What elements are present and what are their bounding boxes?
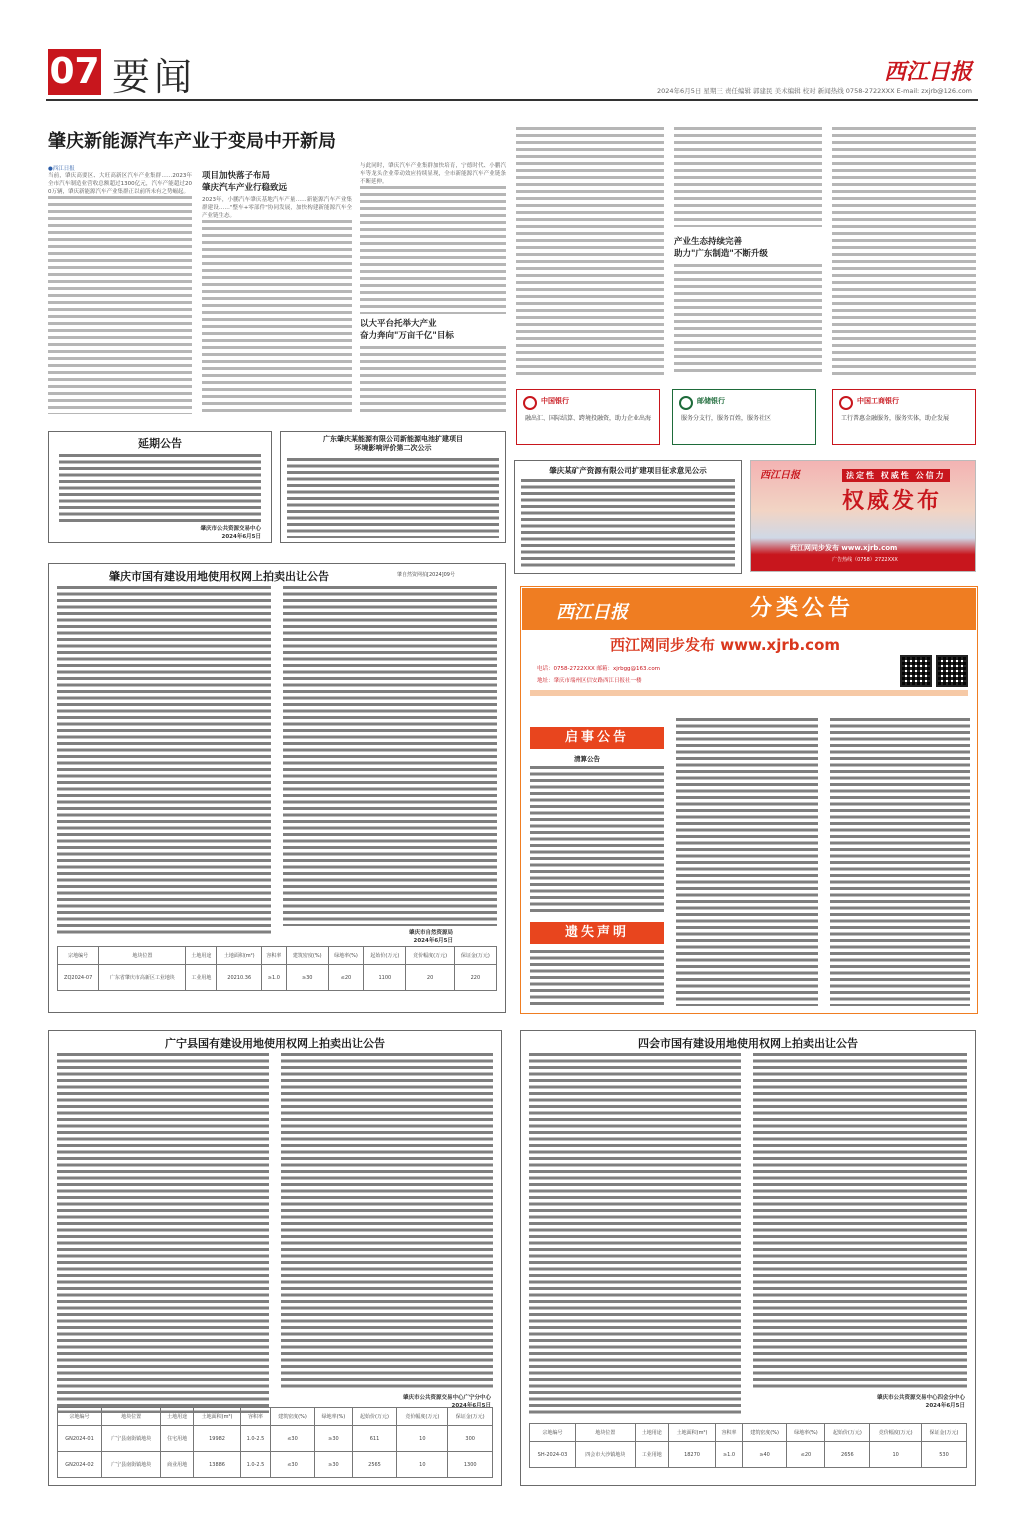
- table-cell: ≥1.0: [716, 1442, 743, 1468]
- table-cell: 广东省肇庆市高新区工业地块: [99, 965, 186, 991]
- table-header: 宗地编号: [58, 947, 99, 965]
- table-cell: 611: [352, 1426, 397, 1452]
- bank-logo-icon: [839, 396, 853, 410]
- notice-body: [283, 586, 497, 926]
- classified-address: 地址：肇庆市端州区信安路西江日报社一楼: [537, 678, 642, 684]
- mining-notice: [514, 460, 742, 574]
- notice-body: [521, 479, 735, 569]
- table-cell: 530: [921, 1442, 966, 1468]
- table-cell: GN2024-01: [58, 1426, 102, 1452]
- notice-title: 四会市国有建设用地使用权网上拍卖出让公告: [638, 1037, 858, 1050]
- notice-title: 肇庆某矿产资源有限公司扩建项目征求意见公示: [549, 466, 707, 475]
- bank-ad-text: 工行普惠金融服务，服务实体，助企发展: [841, 415, 950, 422]
- table-cell: ≥30: [315, 1426, 353, 1452]
- table-row: [530, 1442, 967, 1468]
- table-cell: 1100: [364, 965, 406, 991]
- table-cell: 商业用地: [161, 1452, 194, 1478]
- subhead-line: 奋力奔向"万亩千亿"目标: [360, 331, 454, 341]
- table-cell: 工业用地: [186, 965, 217, 991]
- category-tag-lost: 遗失声明: [530, 922, 664, 944]
- table-header: 起始价(万元): [364, 947, 406, 965]
- table-header: 宗地编号: [58, 1408, 102, 1426]
- table-row: [58, 1452, 493, 1478]
- table-header-row: [530, 1424, 967, 1442]
- table-cell: 1.0-2.5: [241, 1452, 271, 1478]
- table-cell: 20210.36: [217, 965, 261, 991]
- table-header: 土地面积(m²): [217, 947, 261, 965]
- table-cell: 1300: [448, 1452, 493, 1478]
- table-cell: 10: [397, 1426, 448, 1452]
- auth-contact: 广告热线（0758）2722XXX: [832, 557, 898, 563]
- article-text-column: [832, 127, 976, 375]
- table-cell: 广宁县南街镇地块: [102, 1426, 161, 1452]
- notice-body: [57, 1053, 269, 1413]
- table-header-row: [58, 1408, 493, 1426]
- land-table: [57, 1407, 493, 1478]
- table-header: 保证金(万元): [448, 1408, 493, 1426]
- bank-ad-text: 服务分支行，服务百姓，服务社区: [681, 415, 772, 422]
- classified-column: [530, 766, 664, 914]
- article-text-column: [360, 346, 506, 414]
- classified-contact: 电话：0758-2722XXX 邮箱：xjrbgg@163.com: [537, 666, 661, 672]
- classified-website[interactable]: 西江网同步发布 www.xjrb.com: [610, 636, 841, 654]
- table-header: 土地面积(m²): [194, 1408, 241, 1426]
- newspaper-brand: 西江日报: [883, 59, 972, 85]
- article-paragraph: 与此同时，肇庆汽车产业集群加快培育，宁德时代、小鹏汽车等龙头企业带动效应持续显现，全市新能源汽车产业链条不断延伸。: [360, 163, 506, 185]
- table-cell: 19982: [194, 1426, 241, 1452]
- notice-body: [57, 586, 271, 936]
- table-cell: ≤30: [270, 1426, 314, 1452]
- table-header: 竞价幅度(万元): [397, 1408, 448, 1426]
- table-header: 竞价幅度(万元): [870, 1424, 922, 1442]
- table-header: 土地用途: [635, 1424, 668, 1442]
- table-cell: 10: [397, 1452, 448, 1478]
- table-cell: 13886: [194, 1452, 241, 1478]
- page-meta: 2024年6月5日 星期三 责任编辑 郭建民 美术编辑 校对 新闻热线 0758-2722XXX E-mail: zxjrb@126.com: [657, 87, 972, 95]
- notice-body: [59, 454, 261, 522]
- table-cell: GN2024-02: [58, 1452, 102, 1478]
- article-text-column: [674, 264, 822, 375]
- table-cell: ≥30: [286, 965, 328, 991]
- classified-column: [830, 718, 970, 1006]
- table-header-row: [58, 947, 497, 965]
- article-text-column: [48, 196, 192, 414]
- notice-title: 肇庆市国有建设用地使用权网上拍卖出让公告: [109, 570, 329, 583]
- article-subhead: [360, 318, 506, 342]
- classified-title: 分类公告: [750, 596, 855, 621]
- bank-ad-icbc[interactable]: [832, 389, 976, 445]
- qr-code-icon: [900, 655, 932, 687]
- qr-code-icon: [936, 655, 968, 687]
- auth-title: 权威发布: [842, 488, 943, 514]
- table-header: 保证金(万元): [454, 947, 496, 965]
- notice-body: [529, 1053, 741, 1417]
- table-header: 绿地率(%): [787, 1424, 825, 1442]
- table-header: 地块位置: [102, 1408, 161, 1426]
- table-cell: 1.0-2.5: [241, 1426, 271, 1452]
- table-header: 土地用途: [186, 947, 217, 965]
- land-table: [57, 946, 497, 991]
- classified-column: [676, 718, 818, 1006]
- notice-body: [753, 1053, 967, 1391]
- bank-name: 中国工商银行: [857, 397, 899, 405]
- bank-ad-boc[interactable]: [516, 389, 660, 445]
- article-subhead: [202, 170, 352, 194]
- table-cell: 220: [454, 965, 496, 991]
- bank-logo-icon: [679, 396, 693, 410]
- table-cell: ≤20: [787, 1442, 825, 1468]
- section-title: 要闻: [112, 55, 197, 99]
- subhead-line: 助力"广东制造"不断升级: [674, 249, 768, 259]
- table-cell: ≤20: [328, 965, 364, 991]
- notice-signature: 肇庆市自然资源局 2024年6月5日: [408, 930, 453, 944]
- bank-logo-icon: [523, 396, 537, 410]
- classified-brand: 西江日报: [556, 602, 628, 623]
- notice-code: 肇自然资网拍[2024]09号: [397, 572, 455, 578]
- table-cell: 10: [870, 1442, 922, 1468]
- zhaoqing-land-notice: [48, 563, 506, 1013]
- table-cell: 工业用地: [635, 1442, 668, 1468]
- table-header: 建筑密度(%): [270, 1408, 314, 1426]
- table-cell: ≥40: [742, 1442, 787, 1468]
- postpone-notice: [48, 431, 272, 543]
- notice-signature: 肇庆市公共资源交易中心四会分中心 2024年6月5日: [876, 1395, 965, 1409]
- table-cell: 2656: [825, 1442, 870, 1468]
- article-paragraph: 当前，肇庆高要区、大旺高新区汽车产业集群……2023年全市汽车制造业营收总额超过1300亿元，汽车产能超过200万辆，肇庆新能源汽车产业集群正以前所未有之势崛起。: [48, 173, 192, 195]
- header-rule: [46, 99, 978, 101]
- classified-column: [530, 950, 664, 1006]
- sihui-land-notice: [520, 1030, 976, 1486]
- table-cell: SH-2024-03: [530, 1442, 576, 1468]
- auth-tagline: 法定性 权威性 公信力: [842, 469, 950, 482]
- table-row: [58, 1426, 493, 1452]
- notice-body: [281, 1053, 493, 1391]
- subhead-line: 以大平台托举大产业: [360, 319, 437, 329]
- category-tag-notices: 启事公告: [530, 727, 664, 749]
- table-row: [58, 965, 497, 991]
- bank-name: 邮储银行: [697, 397, 725, 405]
- table-cell: 四会市大沙镇地块: [575, 1442, 635, 1468]
- notice-title: 广宁县国有建设用地使用权网上拍卖出让公告: [165, 1037, 385, 1050]
- subhead-line: 产业生态持续完善: [674, 237, 743, 247]
- notice-title: 延期公告: [138, 437, 182, 450]
- table-header: 宗地编号: [530, 1424, 576, 1442]
- guangning-land-notice: [48, 1030, 502, 1486]
- bank-ad-psbc[interactable]: [672, 389, 816, 445]
- table-cell: ZQ2024-07: [58, 965, 99, 991]
- article-headline: 肇庆新能源汽车产业于变局中开新局: [48, 131, 336, 152]
- notice-heading: 清算公告: [574, 755, 600, 763]
- article-text-column: [516, 127, 664, 375]
- table-header: 容积率: [241, 1408, 271, 1426]
- table-header: 容积率: [716, 1424, 743, 1442]
- table-header: 保证金(万元): [921, 1424, 966, 1442]
- table-header: 绿地率(%): [328, 947, 364, 965]
- auth-brand: 西江日报: [760, 470, 800, 481]
- table-header: 绿地率(%): [315, 1408, 353, 1426]
- bank-name: 中国银行: [541, 397, 569, 405]
- bank-ad-text: 融出汇、国际结算、跨境投融资，助力企业出海: [525, 415, 652, 422]
- table-header: 地块位置: [99, 947, 186, 965]
- table-cell: 住宅用地: [161, 1426, 194, 1452]
- table-header: 起始价(万元): [825, 1424, 870, 1442]
- article-text-column: [360, 186, 506, 314]
- auth-website[interactable]: 西江网同步发布 www.xjrb.com: [790, 544, 898, 552]
- notice-body: [287, 458, 499, 538]
- article-byline: ●西江日报: [48, 166, 75, 172]
- land-table: [529, 1423, 967, 1468]
- table-header: 土地用途: [161, 1408, 194, 1426]
- table-header: 建筑密度(%): [286, 947, 328, 965]
- article-subhead: [674, 236, 822, 260]
- table-header: 起始价(万元): [352, 1408, 397, 1426]
- subhead-line: 肇庆汽车产业行稳致远: [202, 183, 288, 193]
- table-header: 土地面积(m²): [668, 1424, 715, 1442]
- classified-divider: [530, 690, 968, 696]
- table-header: 容积率: [261, 947, 286, 965]
- table-cell: ≥1.0: [261, 965, 286, 991]
- notice-signature: 肇庆市公共资源交易中心广宁分中心 2024年6月5日: [402, 1395, 491, 1409]
- table-cell: ≥30: [315, 1452, 353, 1478]
- table-cell: 2565: [352, 1452, 397, 1478]
- table-cell: 广宁县南街镇地块: [102, 1452, 161, 1478]
- notice-title: 广东肇庆某能源有限公司新能源电池扩建项目 环境影响评价第二次公示: [323, 435, 463, 452]
- notice-signature: 肇庆市公共资源交易中心 2024年6月5日: [200, 526, 261, 540]
- subhead-line: 项目加快落子布局: [202, 171, 271, 181]
- table-cell: 18270: [668, 1442, 715, 1468]
- page-number: 07: [48, 49, 101, 95]
- table-header: 建筑密度(%): [742, 1424, 787, 1442]
- article-text-column: [202, 220, 352, 414]
- table-cell: 20: [406, 965, 454, 991]
- table-header: 地块位置: [575, 1424, 635, 1442]
- table-header: 竞价幅度(万元): [406, 947, 454, 965]
- article-text-column: [674, 127, 822, 227]
- table-cell: 300: [448, 1426, 493, 1452]
- env-impact-notice: [280, 431, 506, 543]
- article-paragraph: 2023年，小鹏汽车肇庆基地汽车产量……新能源汽车产业集群建设……"整车+零部件"协同发展，加快构建新能源汽车全产业链生态。: [202, 197, 352, 219]
- table-cell: ≤30: [270, 1452, 314, 1478]
